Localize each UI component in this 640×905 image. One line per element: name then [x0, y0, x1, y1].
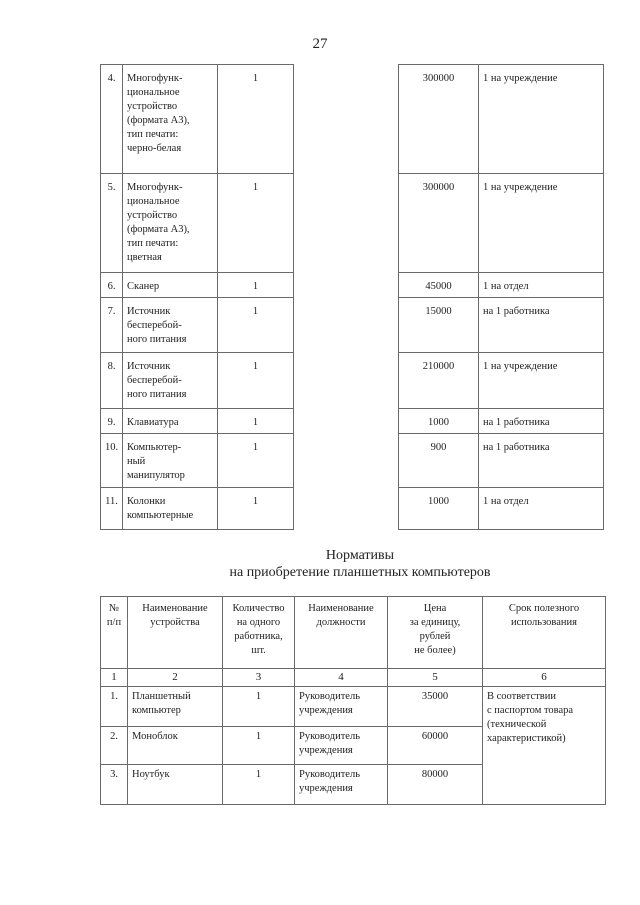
price: 300000 — [399, 65, 479, 174]
quantity: 1 — [218, 273, 294, 298]
table-row — [101, 273, 294, 298]
row-number: 2. — [101, 727, 128, 765]
table-row — [101, 488, 294, 530]
header-row — [101, 597, 606, 669]
price: 900 — [399, 434, 479, 488]
quantity: 1 — [223, 687, 295, 727]
table-row — [399, 298, 604, 353]
row-number: 1. — [101, 687, 128, 727]
position: Руководитель учреждения — [295, 727, 388, 765]
table-row — [101, 687, 606, 727]
section-title: Нормативы — [325, 548, 395, 563]
column-header-price: Цена за единицу, рублей не более) — [388, 597, 483, 669]
tablets-table — [100, 596, 606, 805]
column-index-row — [101, 669, 606, 687]
column-index: 1 — [101, 669, 128, 687]
position: Руководитель учреждения — [295, 687, 388, 727]
device-name: Сканер — [123, 273, 218, 298]
device-name: Колонки компьютерные — [123, 488, 218, 530]
row-number: 5. — [101, 174, 123, 273]
quantity: 1 — [218, 174, 294, 273]
price: 35000 — [388, 687, 483, 727]
page-number: 27 — [312, 36, 328, 52]
quantity-note: 1 на отдел — [479, 488, 604, 530]
price: 80000 — [388, 765, 483, 805]
position: Руководитель учреждения — [295, 765, 388, 805]
table-row — [399, 434, 604, 488]
row-number: 4. — [101, 65, 123, 174]
column-header-useful-life: Срок полезного использования — [483, 597, 606, 669]
column-header-quantity: Количество на одного работника, шт. — [223, 597, 295, 669]
device-name: Источник бесперебой- ного питания — [123, 353, 218, 409]
quantity-note: 1 на учреждение — [479, 65, 604, 174]
quantity-note: на 1 работника — [479, 298, 604, 353]
device-name: Компьютер- ный манипулятор — [123, 434, 218, 488]
quantity-note: 1 на учреждение — [479, 174, 604, 273]
price: 1000 — [399, 488, 479, 530]
column-index: 5 — [388, 669, 483, 687]
table-row — [399, 174, 604, 273]
quantity: 1 — [218, 298, 294, 353]
price: 1000 — [399, 409, 479, 434]
table-row — [399, 353, 604, 409]
table-row — [399, 65, 604, 174]
quantity: 1 — [218, 488, 294, 530]
quantity: 1 — [223, 727, 295, 765]
price: 210000 — [399, 353, 479, 409]
table-row — [101, 353, 294, 409]
useful-life: В соответствии с паспортом товара (технической характеристикой) — [483, 687, 606, 805]
column-index: 3 — [223, 669, 295, 687]
table-row — [101, 298, 294, 353]
table-row — [101, 174, 294, 273]
price: 45000 — [399, 273, 479, 298]
column-header-position: Наименование должности — [295, 597, 388, 669]
device-name: Клавиатура — [123, 409, 218, 434]
price: 15000 — [399, 298, 479, 353]
device-name: Источник бесперебой- ного питания — [123, 298, 218, 353]
row-number: 6. — [101, 273, 123, 298]
quantity: 1 — [218, 434, 294, 488]
equipment-table-right — [398, 64, 604, 530]
table-row — [399, 409, 604, 434]
quantity-note: 1 на отдел — [479, 273, 604, 298]
table-row — [101, 65, 294, 174]
table-row — [101, 409, 294, 434]
row-number: 3. — [101, 765, 128, 805]
device-name: Ноутбук — [128, 765, 223, 805]
quantity-note: 1 на учреждение — [479, 353, 604, 409]
device-name: Моноблок — [128, 727, 223, 765]
row-number: 10. — [101, 434, 123, 488]
device-name: Многофунк- циональное устройство (формата А3), тип печати: цветная — [123, 174, 218, 273]
row-number: 7. — [101, 298, 123, 353]
price: 300000 — [399, 174, 479, 273]
quantity: 1 — [218, 65, 294, 174]
quantity: 1 — [223, 765, 295, 805]
quantity-note: на 1 работника — [479, 409, 604, 434]
quantity: 1 — [218, 353, 294, 409]
column-header-number: № п/п — [101, 597, 128, 669]
column-index: 4 — [295, 669, 388, 687]
section-subtitle: на приобретение планшетных компьютеров — [229, 565, 491, 580]
row-number: 8. — [101, 353, 123, 409]
column-index: 2 — [128, 669, 223, 687]
table-row — [399, 488, 604, 530]
equipment-table-left — [100, 64, 294, 530]
quantity: 1 — [218, 409, 294, 434]
table-row — [101, 434, 294, 488]
quantity-note: на 1 работника — [479, 434, 604, 488]
device-name: Многофунк- циональное устройство (формата А3), тип печати: черно-белая — [123, 65, 218, 174]
row-number: 9. — [101, 409, 123, 434]
row-number: 11. — [101, 488, 123, 530]
column-index: 6 — [483, 669, 606, 687]
table-row — [399, 273, 604, 298]
device-name: Планшетный компьютер — [128, 687, 223, 727]
column-header-device: Наименование устройства — [128, 597, 223, 669]
price: 60000 — [388, 727, 483, 765]
